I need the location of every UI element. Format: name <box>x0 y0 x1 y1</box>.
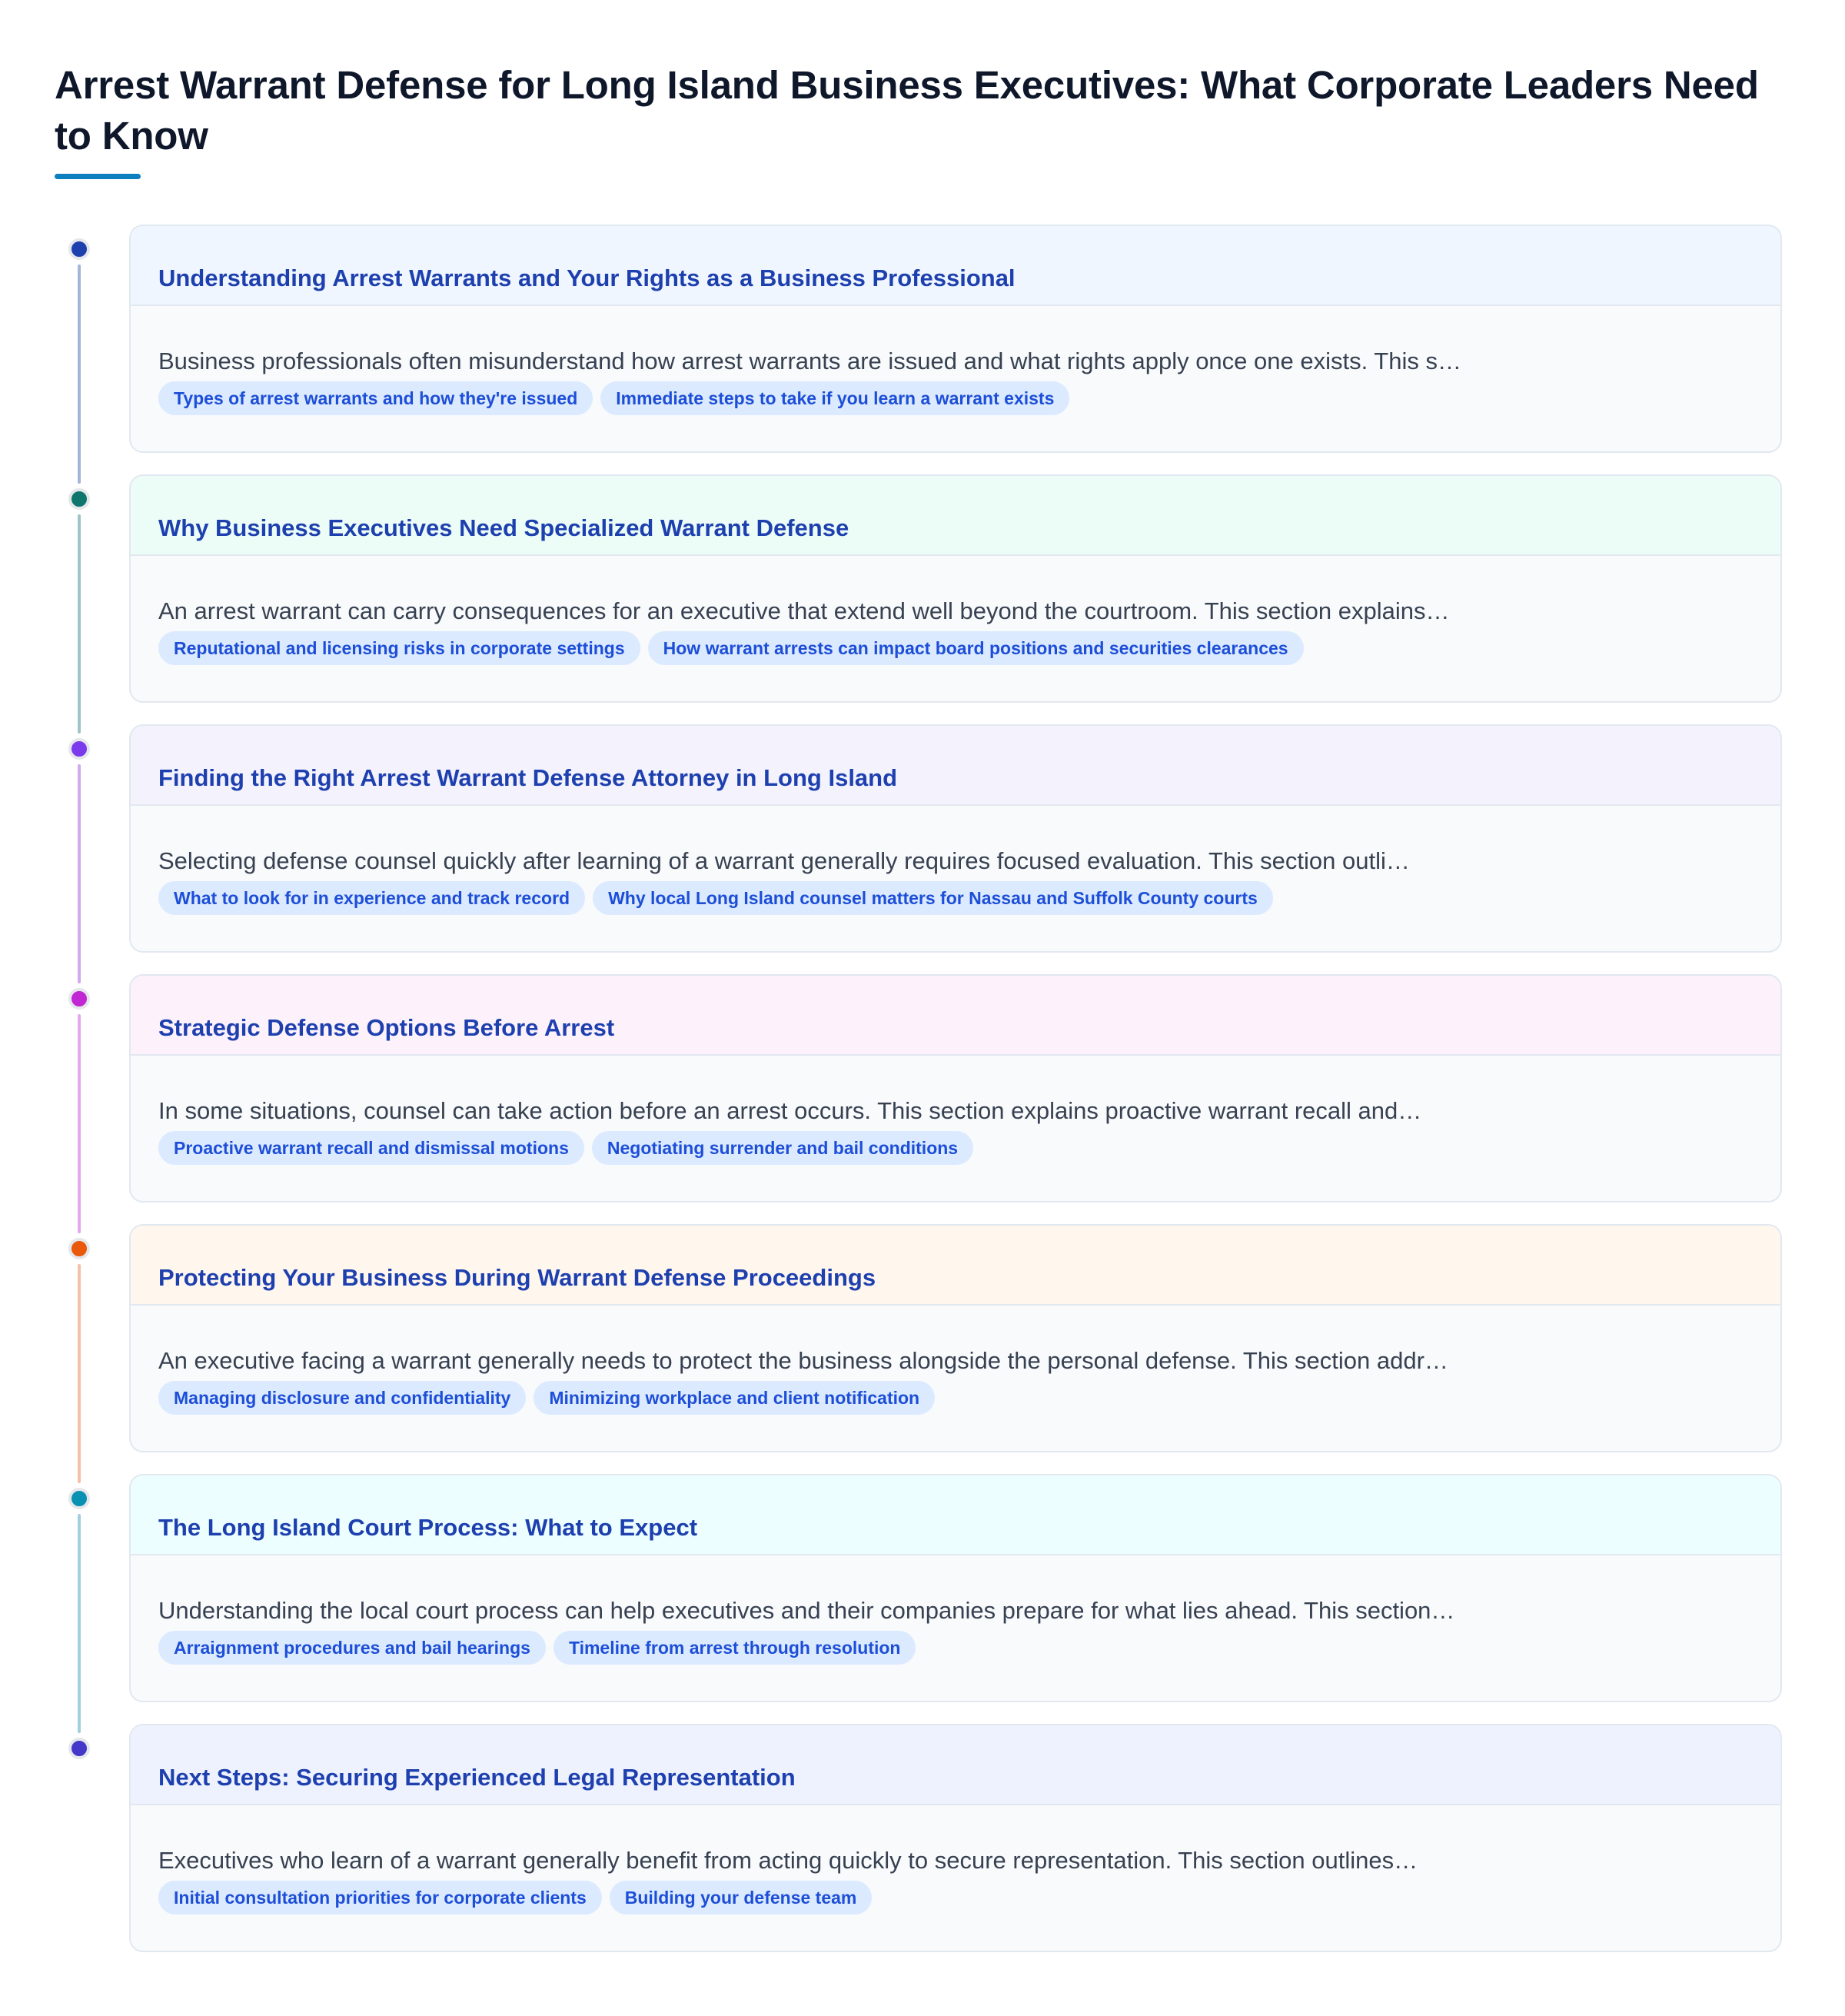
section-title: Finding the Right Arrest Warrant Defense Attorney in Long Island <box>158 764 898 791</box>
section-card <box>129 1724 1782 1952</box>
section-tags <box>158 1881 1753 1915</box>
section-summary: An arrest warrant can carry consequences for an executive that extend well beyond the courtroom. This section explains… <box>158 597 1450 624</box>
topic-tag: Why local Long Island counsel matters for Nassau and Suffolk County courts <box>593 881 1273 915</box>
timeline-dot <box>68 1488 90 1509</box>
section-header <box>131 1226 1780 1306</box>
page-title: Arrest Warrant Defense for Long Island Business Executives: What Corporate Leaders Need to Know <box>55 63 1759 158</box>
section-card <box>129 1474 1782 1702</box>
section-summary: An executive facing a warrant generally needs to protect the business alongside the personal defense. This section addr… <box>158 1347 1448 1374</box>
timeline-dot <box>68 1238 90 1259</box>
section-body <box>131 306 1780 415</box>
section-card <box>129 724 1782 953</box>
topic-tag: What to look for in experience and track record <box>158 881 585 915</box>
section-tags <box>158 631 1753 665</box>
section-title: Understanding Arrest Warrants and Your Rights as a Business Professional <box>158 264 1016 291</box>
topic-tag: Building your defense team <box>610 1881 873 1915</box>
section-title: Next Steps: Securing Experienced Legal Representation <box>158 1764 796 1791</box>
timeline-dot <box>68 488 90 510</box>
timeline-dot <box>68 988 90 1010</box>
section-title: Strategic Defense Options Before Arrest <box>158 1014 615 1041</box>
timeline-connector <box>78 264 81 484</box>
section-body <box>131 1306 1780 1415</box>
topic-tag: Timeline from arrest through resolution <box>554 1631 916 1665</box>
section-body <box>131 806 1780 915</box>
section-tags <box>158 381 1753 415</box>
topic-tag: Reputational and licensing risks in corporate settings <box>158 631 640 665</box>
section-tags <box>158 1631 1753 1665</box>
section-tags <box>158 1131 1753 1165</box>
timeline-dot <box>68 738 90 760</box>
section-summary: Understanding the local court process can help executives and their companies prepare for what lies ahead. This section… <box>158 1597 1455 1624</box>
section-header <box>131 1725 1780 1805</box>
section-header <box>131 476 1780 556</box>
section-body <box>131 1805 1780 1915</box>
timeline-connector <box>78 1014 81 1233</box>
section-card <box>129 974 1782 1203</box>
timeline-connector <box>78 514 81 734</box>
section-header <box>131 226 1780 306</box>
section-tags <box>158 881 1753 915</box>
topic-tag: How warrant arrests can impact board positions and securities clearances <box>648 631 1304 665</box>
section-summary: Selecting defense counsel quickly after learning of a warrant generally requires focused evaluation. This section outli… <box>158 847 1410 874</box>
section-header <box>131 976 1780 1056</box>
topic-tag: Proactive warrant recall and dismissal motions <box>158 1131 584 1165</box>
section-body <box>131 1555 1780 1665</box>
section-body <box>131 556 1780 665</box>
timeline-dot <box>68 1738 90 1759</box>
topic-tag: Arraignment procedures and bail hearings <box>158 1631 546 1665</box>
section-card <box>129 1224 1782 1452</box>
section-tags <box>158 1381 1753 1415</box>
section-card <box>129 474 1782 703</box>
topic-tag: Types of arrest warrants and how they're issued <box>158 381 593 415</box>
section-summary: In some situations, counsel can take action before an arrest occurs. This section explains proactive warrant recall and… <box>158 1097 1422 1124</box>
section-title: Protecting Your Business During Warrant Defense Proceedings <box>158 1264 876 1291</box>
topic-tag: Negotiating surrender and bail conditions <box>592 1131 973 1165</box>
topic-tag: Managing disclosure and confidentiality <box>158 1381 526 1415</box>
section-body <box>131 1056 1780 1165</box>
section-card <box>129 225 1782 453</box>
topic-tag: Initial consultation priorities for corporate clients <box>158 1881 602 1915</box>
topic-tag: Immediate steps to take if you learn a warrant exists <box>600 381 1069 415</box>
section-title: The Long Island Court Process: What to Expect <box>158 1514 698 1541</box>
section-header <box>131 726 1780 806</box>
section-header <box>131 1475 1780 1555</box>
section-title: Why Business Executives Need Specialized Warrant Defense <box>158 514 849 541</box>
section-summary: Executives who learn of a warrant generally benefit from acting quickly to secure representation. This section outlines… <box>158 1847 1418 1874</box>
timeline-connector <box>78 1514 81 1733</box>
timeline-connector <box>78 764 81 983</box>
section-summary: Business professionals often misunderstand how arrest warrants are issued and what rights apply once one exists. This s… <box>158 348 1461 374</box>
topic-tag: Minimizing workplace and client notification <box>534 1381 935 1415</box>
timeline-connector <box>78 1264 81 1483</box>
timeline-dot <box>68 238 90 260</box>
